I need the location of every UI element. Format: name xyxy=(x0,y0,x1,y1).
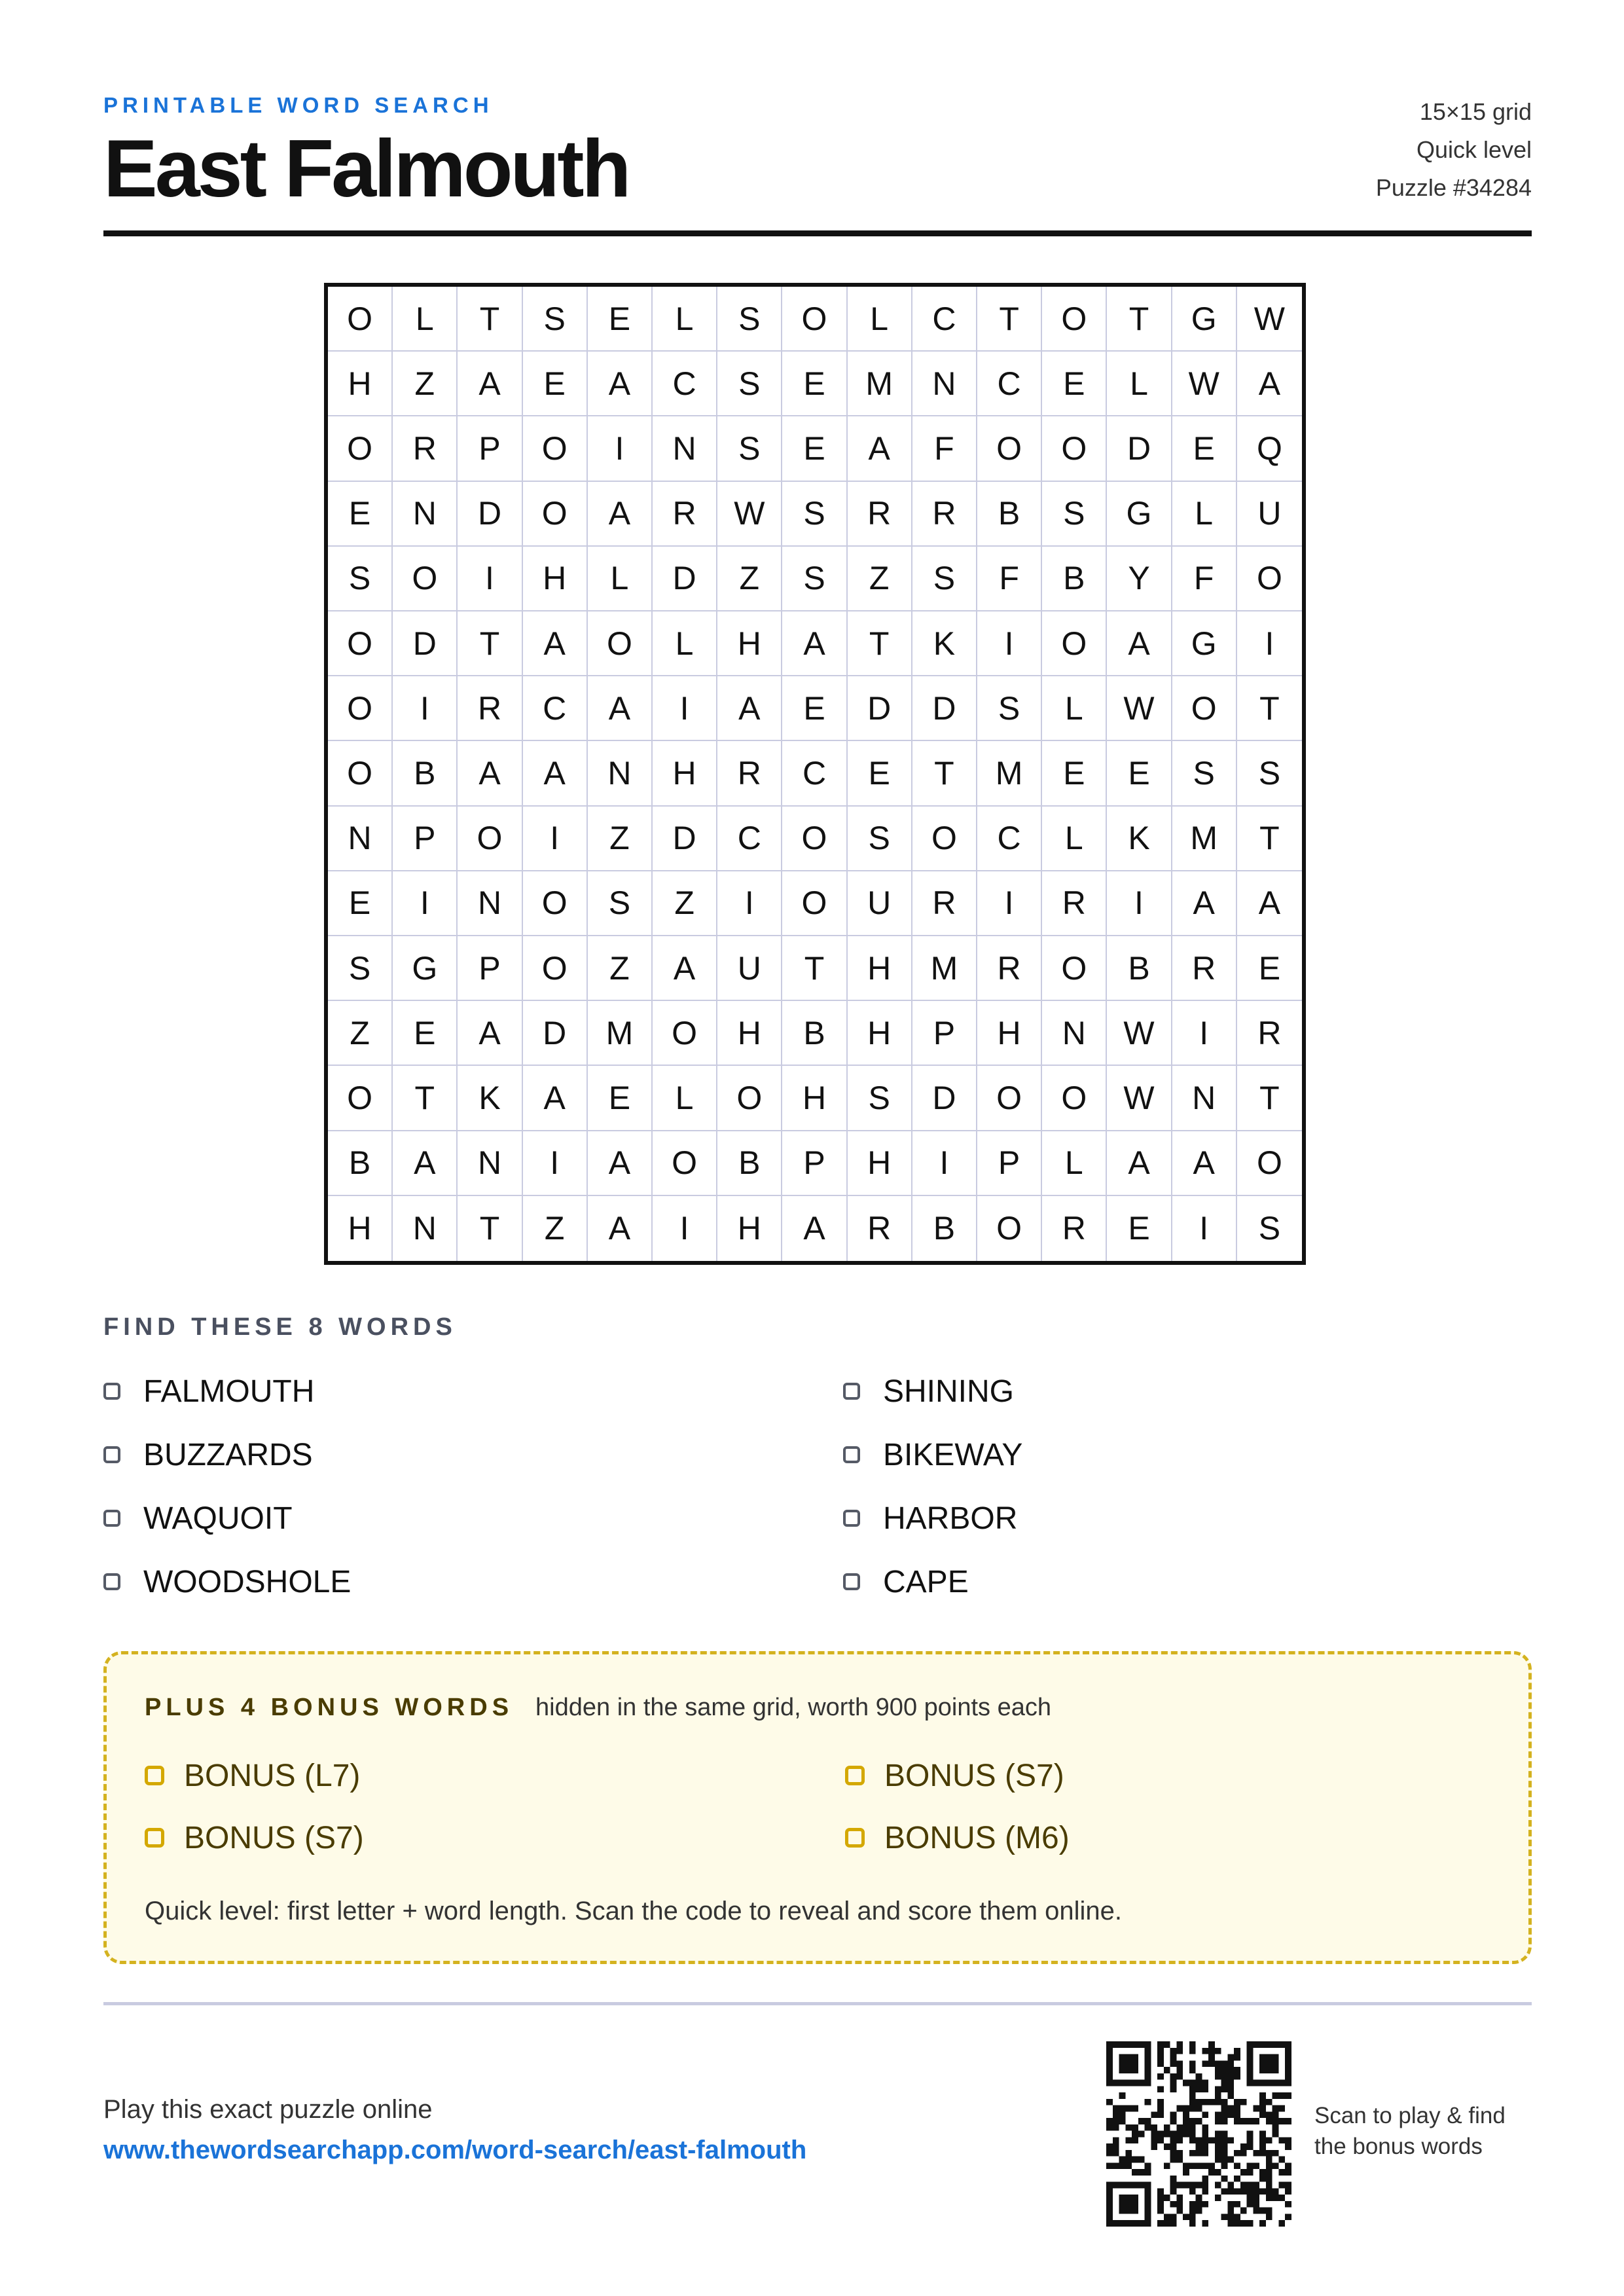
grid-cell[interactable]: H xyxy=(848,1131,912,1196)
grid-cell[interactable]: K xyxy=(912,611,977,676)
grid-cell[interactable]: H xyxy=(328,1196,393,1261)
grid-cell[interactable]: T xyxy=(1237,1066,1302,1131)
grid-cell[interactable]: E xyxy=(1237,936,1302,1001)
puzzle-number-label: Puzzle #34284 xyxy=(1375,174,1532,201)
grid-cell[interactable]: Z xyxy=(328,1001,393,1066)
grid-cell[interactable]: E xyxy=(328,871,393,936)
grid-cell[interactable]: W xyxy=(1237,287,1302,352)
grid-cell[interactable]: S xyxy=(977,676,1042,741)
grid-cell[interactable]: R xyxy=(1042,871,1107,936)
grid-cell[interactable]: E xyxy=(782,416,847,481)
grid-cell[interactable]: C xyxy=(912,287,977,352)
grid-cell[interactable]: A xyxy=(848,416,912,481)
word-list-heading: FIND THESE 8 WORDS xyxy=(103,1313,457,1341)
grid-cell[interactable]: Z xyxy=(393,352,458,416)
grid-cell[interactable]: L xyxy=(1042,1131,1107,1196)
grid-cell[interactable]: I xyxy=(1107,871,1172,936)
word-checkbox[interactable] xyxy=(103,1383,120,1400)
grid-cell[interactable]: E xyxy=(588,1066,653,1131)
grid-cell[interactable]: C xyxy=(653,352,717,416)
grid-cell[interactable]: B xyxy=(782,1001,847,1066)
qr-code-icon[interactable] xyxy=(1106,2041,1291,2227)
grid-cell[interactable]: D xyxy=(912,1066,977,1131)
grid-cell[interactable]: E xyxy=(848,741,912,806)
grid-cell[interactable]: S xyxy=(523,287,588,352)
grid-cell[interactable]: C xyxy=(977,352,1042,416)
grid-cell[interactable]: A xyxy=(588,1196,653,1261)
grid-cell[interactable]: S xyxy=(1258,1210,1281,1247)
grid-cell[interactable]: G xyxy=(393,936,458,1001)
grid-cell[interactable]: N xyxy=(1042,1001,1107,1066)
word-list xyxy=(103,1368,1532,1622)
scan-instructions: Scan to play & find the bonus words xyxy=(1314,2103,1506,2159)
word-label: CAPE xyxy=(883,1564,969,1599)
grid-cell[interactable]: O xyxy=(1042,416,1107,481)
bonus-word-item[interactable] xyxy=(845,1753,1434,1798)
grid-cell[interactable]: H xyxy=(328,352,393,416)
bonus-title: PLUS 4 BONUS WORDS xyxy=(145,1694,514,1721)
grid-cell[interactable]: P xyxy=(977,1131,1042,1196)
grid-cell[interactable]: D xyxy=(653,547,717,611)
grid-cell[interactable]: O xyxy=(328,1066,393,1131)
grid-cell[interactable]: L xyxy=(1172,482,1237,547)
word-list-item[interactable] xyxy=(103,1559,843,1605)
grid-cell[interactable]: I xyxy=(912,1131,977,1196)
grid-cell[interactable]: H xyxy=(977,1001,1042,1066)
grid-cell[interactable]: T xyxy=(1237,676,1302,741)
grid-cell[interactable]: O xyxy=(523,871,588,936)
grid-cell[interactable]: R xyxy=(977,936,1042,1001)
grid-cell[interactable]: R xyxy=(912,871,977,936)
grid-cell[interactable]: S xyxy=(717,287,782,352)
grid-cell[interactable]: H xyxy=(717,1196,782,1261)
grid-cell[interactable]: O xyxy=(523,936,588,1001)
grid-cell[interactable]: O xyxy=(1042,287,1107,352)
grid-cell[interactable]: A xyxy=(1237,352,1302,416)
grid-cell[interactable]: T xyxy=(1237,807,1302,871)
grid-cell[interactable]: R xyxy=(1172,936,1237,1001)
grid-cell[interactable]: B xyxy=(1107,936,1172,1001)
grid-cell[interactable]: P xyxy=(782,1131,847,1196)
grid-cell[interactable]: O xyxy=(328,741,393,806)
grid-cell[interactable]: E xyxy=(782,676,847,741)
grid-cell[interactable]: R xyxy=(1237,1001,1302,1066)
grid-cell[interactable]: I xyxy=(977,871,1042,936)
grid-cell[interactable]: A xyxy=(1107,1131,1172,1196)
bonus-word-item[interactable] xyxy=(145,1753,845,1798)
grid-cell[interactable]: B xyxy=(393,741,458,806)
grid-cell[interactable]: T xyxy=(393,1066,458,1131)
grid-cell[interactable]: N xyxy=(458,1131,522,1196)
word-label: BUZZARDS xyxy=(143,1437,313,1472)
grid-cell[interactable]: S xyxy=(848,1066,912,1131)
word-label: SHINING xyxy=(883,1374,1015,1409)
word-label: BIKEWAY xyxy=(883,1437,1023,1472)
grid-cell[interactable]: O xyxy=(588,611,653,676)
grid-cell[interactable]: S xyxy=(717,352,782,416)
word-list-item[interactable] xyxy=(103,1368,843,1414)
grid-cell[interactable]: L xyxy=(1107,352,1172,416)
bonus-word-item[interactable] xyxy=(145,1815,845,1861)
grid-cell[interactable]: W xyxy=(717,482,782,547)
grid-cell[interactable]: N xyxy=(588,741,653,806)
word-list-item[interactable] xyxy=(843,1432,1532,1478)
word-list-item[interactable] xyxy=(103,1432,843,1478)
grid-cell[interactable]: A xyxy=(458,352,522,416)
grid-cell[interactable]: A xyxy=(588,482,653,547)
word-checkbox[interactable] xyxy=(843,1446,860,1463)
grid-cell[interactable]: S xyxy=(1042,482,1107,547)
grid-cell[interactable]: O xyxy=(782,287,847,352)
bonus-word-label: BONUS (M6) xyxy=(884,1820,1070,1855)
bonus-word-label: BONUS (S7) xyxy=(184,1820,364,1855)
grid-cell[interactable]: Z xyxy=(717,547,782,611)
grid-cell[interactable]: D xyxy=(653,807,717,871)
grid-cell[interactable]: L xyxy=(653,611,717,676)
grid-cell[interactable]: O xyxy=(977,1196,1042,1261)
grid-cell[interactable]: I xyxy=(653,676,717,741)
grid-cell[interactable]: I xyxy=(717,871,782,936)
grid-cell[interactable]: T xyxy=(912,741,977,806)
grid-cell[interactable]: W xyxy=(1107,1066,1172,1131)
grid-cell[interactable]: I xyxy=(653,1196,717,1261)
grid-cell[interactable]: T xyxy=(458,611,522,676)
bonus-checkbox[interactable] xyxy=(145,1766,164,1785)
grid-cell[interactable]: S xyxy=(717,416,782,481)
grid-cell[interactable]: O xyxy=(328,287,393,352)
grid-cell[interactable]: S xyxy=(1172,741,1237,806)
grid-cell[interactable]: S xyxy=(328,936,393,1001)
grid-cell[interactable]: I xyxy=(977,611,1042,676)
grid-cell[interactable]: O xyxy=(393,547,458,611)
grid-cell[interactable]: W xyxy=(1172,352,1237,416)
grid-cell[interactable]: F xyxy=(912,416,977,481)
grid-cell[interactable]: O xyxy=(1172,676,1237,741)
grid-cell[interactable]: H xyxy=(782,1066,847,1131)
grid-cell[interactable]: P xyxy=(458,936,522,1001)
grid-cell[interactable]: T xyxy=(977,287,1042,352)
footer-divider xyxy=(103,2002,1532,2005)
puzzle-page xyxy=(103,0,1532,2296)
grid-cell[interactable]: S xyxy=(782,482,847,547)
grid-cell[interactable]: B xyxy=(912,1196,977,1261)
grid-cell[interactable]: O xyxy=(523,482,588,547)
puzzle-meta xyxy=(1376,93,1532,207)
grid-cell[interactable]: W xyxy=(1107,676,1172,741)
grid-cell[interactable]: T xyxy=(782,936,847,1001)
grid-cell[interactable]: Z xyxy=(588,807,653,871)
grid-cell[interactable]: W xyxy=(1107,1001,1172,1066)
word-label: WOODSHOLE xyxy=(143,1564,352,1599)
grid-cell[interactable]: A xyxy=(1237,871,1302,936)
grid-cell[interactable]: E xyxy=(1172,416,1237,481)
grid-cell[interactable]: R xyxy=(848,482,912,547)
grid-cell[interactable]: H xyxy=(653,741,717,806)
grid-cell[interactable]: S xyxy=(848,807,912,871)
grid-cell[interactable]: T xyxy=(1107,287,1172,352)
bonus-subtitle: hidden in the same grid, worth 900 points each xyxy=(535,1694,1051,1721)
word-checkbox[interactable] xyxy=(103,1573,120,1590)
grid-cell[interactable]: C xyxy=(523,676,588,741)
grid-cell[interactable]: S xyxy=(912,547,977,611)
grid-cell[interactable]: R xyxy=(912,482,977,547)
grid-cell[interactable]: E xyxy=(782,352,847,416)
grid-cell[interactable]: D xyxy=(848,676,912,741)
grid-cell[interactable]: E xyxy=(1042,741,1107,806)
grid-cell[interactable]: S xyxy=(328,547,393,611)
grid-cell[interactable]: A xyxy=(458,741,522,806)
grid-cell[interactable]: O xyxy=(653,1001,717,1066)
grid-cell[interactable]: A xyxy=(653,936,717,1001)
grid-cell[interactable]: A xyxy=(588,352,653,416)
grid-cell[interactable]: I xyxy=(1172,1001,1237,1066)
bonus-box xyxy=(103,1651,1532,1964)
grid-cell[interactable]: O xyxy=(1042,936,1107,1001)
word-list-item[interactable] xyxy=(843,1368,1532,1414)
word-checkbox[interactable] xyxy=(843,1573,860,1590)
grid-cell[interactable]: E xyxy=(588,287,653,352)
word-label: WAQUOIT xyxy=(143,1501,293,1536)
letter-grid xyxy=(324,283,1306,1265)
word-checkbox[interactable] xyxy=(843,1383,860,1400)
grid-cell[interactable]: M xyxy=(848,352,912,416)
level-label: Quick level xyxy=(1416,136,1532,163)
grid-cell[interactable]: E xyxy=(393,1001,458,1066)
word-list-item[interactable] xyxy=(843,1559,1532,1605)
play-online-text: Play this exact puzzle online xyxy=(103,2095,433,2124)
grid-cell[interactable]: S xyxy=(782,547,847,611)
grid-cell[interactable]: G xyxy=(1172,287,1237,352)
grid-cell[interactable]: R xyxy=(717,741,782,806)
grid-cell[interactable]: A xyxy=(523,1066,588,1131)
grid-cell[interactable]: C xyxy=(717,807,782,871)
grid-cell[interactable]: N xyxy=(328,807,393,871)
grid-size-label: 15×15 grid xyxy=(1419,98,1532,125)
grid-cell[interactable]: K xyxy=(458,1066,522,1131)
grid-cell[interactable]: N xyxy=(393,482,458,547)
grid-cell[interactable]: I xyxy=(1237,611,1302,676)
puzzle-url-link[interactable]: www.thewordsearchapp.com/word-search/east-falmouth xyxy=(103,2136,807,2164)
grid-cell[interactable]: A xyxy=(782,1196,847,1261)
grid-cell[interactable]: N xyxy=(458,871,522,936)
grid-cell[interactable]: N xyxy=(653,416,717,481)
grid-cell[interactable]: R xyxy=(653,482,717,547)
grid-cell[interactable]: O xyxy=(912,807,977,871)
grid-cell[interactable]: Q xyxy=(1237,416,1302,481)
grid-cell[interactable]: E xyxy=(1042,352,1107,416)
grid-cell[interactable]: O xyxy=(1042,611,1107,676)
word-list-item[interactable] xyxy=(103,1495,843,1541)
grid-cell[interactable]: D xyxy=(523,1001,588,1066)
grid-cell[interactable]: I xyxy=(393,871,458,936)
grid-cell[interactable]: A xyxy=(458,1001,522,1066)
grid-cell[interactable]: C xyxy=(782,741,847,806)
grid-cell[interactable]: S xyxy=(588,871,653,936)
grid-cell[interactable]: I xyxy=(523,807,588,871)
bonus-checkbox[interactable] xyxy=(845,1828,865,1848)
grid-cell[interactable]: H xyxy=(848,936,912,1001)
grid-cell[interactable]: O xyxy=(653,1131,717,1196)
grid-cell[interactable]: O xyxy=(1237,1131,1302,1196)
grid-cell[interactable]: R xyxy=(1042,1196,1107,1261)
header-divider xyxy=(103,230,1532,236)
grid-cell[interactable]: R xyxy=(393,416,458,481)
word-checkbox[interactable] xyxy=(103,1510,120,1527)
grid-cell[interactable]: B xyxy=(1042,547,1107,611)
grid-cell[interactable]: L xyxy=(393,287,458,352)
grid-cell[interactable]: B xyxy=(328,1131,393,1196)
grid-cell[interactable]: D xyxy=(912,676,977,741)
grid-cell[interactable]: O xyxy=(782,871,847,936)
grid-cell[interactable]: A xyxy=(523,741,588,806)
grid-cell[interactable]: L xyxy=(1042,676,1107,741)
grid-cell[interactable]: O xyxy=(1042,1066,1107,1131)
grid-cell[interactable]: O xyxy=(328,611,393,676)
bonus-checkbox[interactable] xyxy=(845,1766,865,1785)
bonus-word-label: BONUS (S7) xyxy=(884,1758,1064,1793)
page-kicker: PRINTABLE WORD SEARCH xyxy=(103,93,494,117)
grid-cell[interactable]: I xyxy=(1172,1196,1237,1261)
grid-cell[interactable]: N xyxy=(1172,1066,1237,1131)
grid-cell[interactable]: I xyxy=(393,676,458,741)
grid-cell[interactable]: A xyxy=(393,1131,458,1196)
grid-cell[interactable]: I xyxy=(523,1131,588,1196)
grid-cell[interactable]: H xyxy=(523,547,588,611)
grid-cell[interactable]: R xyxy=(848,1196,912,1261)
grid-cell[interactable]: O xyxy=(328,416,393,481)
grid-cell[interactable]: G xyxy=(1107,482,1172,547)
grid-cell[interactable]: S xyxy=(1237,741,1302,806)
grid-cell[interactable]: R xyxy=(458,676,522,741)
grid-cell[interactable]: H xyxy=(848,1001,912,1066)
word-label: HARBOR xyxy=(883,1501,1018,1536)
grid-cell[interactable]: M xyxy=(912,936,977,1001)
grid-cell[interactable]: Z xyxy=(848,547,912,611)
grid-cell[interactable]: H xyxy=(717,1001,782,1066)
grid-cell[interactable]: E xyxy=(328,482,393,547)
grid-cell[interactable]: L xyxy=(848,287,912,352)
grid-cell[interactable]: U xyxy=(1237,482,1302,547)
grid-cell[interactable]: P xyxy=(458,416,522,481)
grid-cell[interactable]: Z xyxy=(653,871,717,936)
grid-cell[interactable]: N xyxy=(912,352,977,416)
grid-cell[interactable]: I xyxy=(458,547,522,611)
grid-cell[interactable]: E xyxy=(523,352,588,416)
word-checkbox[interactable] xyxy=(103,1446,120,1463)
grid-cell[interactable]: T xyxy=(458,287,522,352)
word-list-item[interactable] xyxy=(843,1495,1532,1541)
grid-cell[interactable]: H xyxy=(717,611,782,676)
bonus-checkbox[interactable] xyxy=(145,1828,164,1848)
grid-cell[interactable]: M xyxy=(588,1001,653,1066)
grid-cell[interactable]: A xyxy=(1172,871,1237,936)
grid-cell[interactable]: C xyxy=(977,807,1042,871)
grid-cell[interactable]: M xyxy=(977,741,1042,806)
grid-cell[interactable]: A xyxy=(1172,1131,1237,1196)
grid-cell[interactable]: L xyxy=(588,547,653,611)
grid-cell[interactable]: Z xyxy=(588,936,653,1001)
grid-cell[interactable]: O xyxy=(977,416,1042,481)
grid-cell[interactable]: A xyxy=(523,611,588,676)
grid-cell[interactable]: O xyxy=(782,807,847,871)
bonus-note: Quick level: first letter + word length. Scan the code to reveal and score them online. xyxy=(145,1897,1123,1925)
grid-cell[interactable]: L xyxy=(653,1066,717,1131)
grid-cell[interactable]: Z xyxy=(523,1196,588,1261)
grid-cell[interactable]: D xyxy=(458,482,522,547)
grid-cell[interactable]: I xyxy=(588,416,653,481)
word-checkbox[interactable] xyxy=(843,1510,860,1527)
grid-cell[interactable]: U xyxy=(717,936,782,1001)
word-label: FALMOUTH xyxy=(143,1374,315,1409)
grid-cell[interactable]: E xyxy=(1107,1196,1172,1261)
bonus-word-item[interactable] xyxy=(845,1815,1434,1861)
grid-cell[interactable]: D xyxy=(1107,416,1172,481)
bonus-word-list xyxy=(145,1753,1434,1877)
grid-cell[interactable]: T xyxy=(458,1196,522,1261)
grid-cell[interactable]: F xyxy=(1172,547,1237,611)
grid-cell[interactable]: U xyxy=(848,871,912,936)
bonus-header xyxy=(145,1694,1051,1722)
grid-cell[interactable]: G xyxy=(1172,611,1237,676)
grid-cell[interactable]: B xyxy=(977,482,1042,547)
grid-cell[interactable]: M xyxy=(1172,807,1237,871)
grid-cell[interactable]: O xyxy=(328,676,393,741)
grid-cell[interactable]: O xyxy=(458,807,522,871)
grid-cell[interactable]: F xyxy=(977,547,1042,611)
grid-cell[interactable]: Y xyxy=(1107,547,1172,611)
grid-cell[interactable]: A xyxy=(782,611,847,676)
grid-cell[interactable]: O xyxy=(977,1066,1042,1131)
grid-cell[interactable]: O xyxy=(523,416,588,481)
grid-cell[interactable]: L xyxy=(653,287,717,352)
grid-cell[interactable]: A xyxy=(1107,611,1172,676)
grid-cell[interactable]: A xyxy=(588,1131,653,1196)
grid-cell[interactable]: B xyxy=(717,1131,782,1196)
grid-cell[interactable]: P xyxy=(393,807,458,871)
bonus-word-label: BONUS (L7) xyxy=(184,1758,361,1793)
grid-cell[interactable]: O xyxy=(717,1066,782,1131)
grid-cell[interactable]: D xyxy=(393,611,458,676)
grid-cell[interactable]: O xyxy=(1237,547,1302,611)
grid-cell[interactable]: P xyxy=(912,1001,977,1066)
grid-cell[interactable]: K xyxy=(1107,807,1172,871)
grid-cell[interactable]: T xyxy=(848,611,912,676)
grid-cell[interactable]: A xyxy=(588,676,653,741)
grid-cell[interactable]: A xyxy=(717,676,782,741)
grid-cell[interactable]: L xyxy=(1042,807,1107,871)
grid-cell[interactable]: E xyxy=(1107,741,1172,806)
page-title: East Falmouth xyxy=(103,124,629,214)
grid-cell[interactable]: N xyxy=(393,1196,458,1261)
